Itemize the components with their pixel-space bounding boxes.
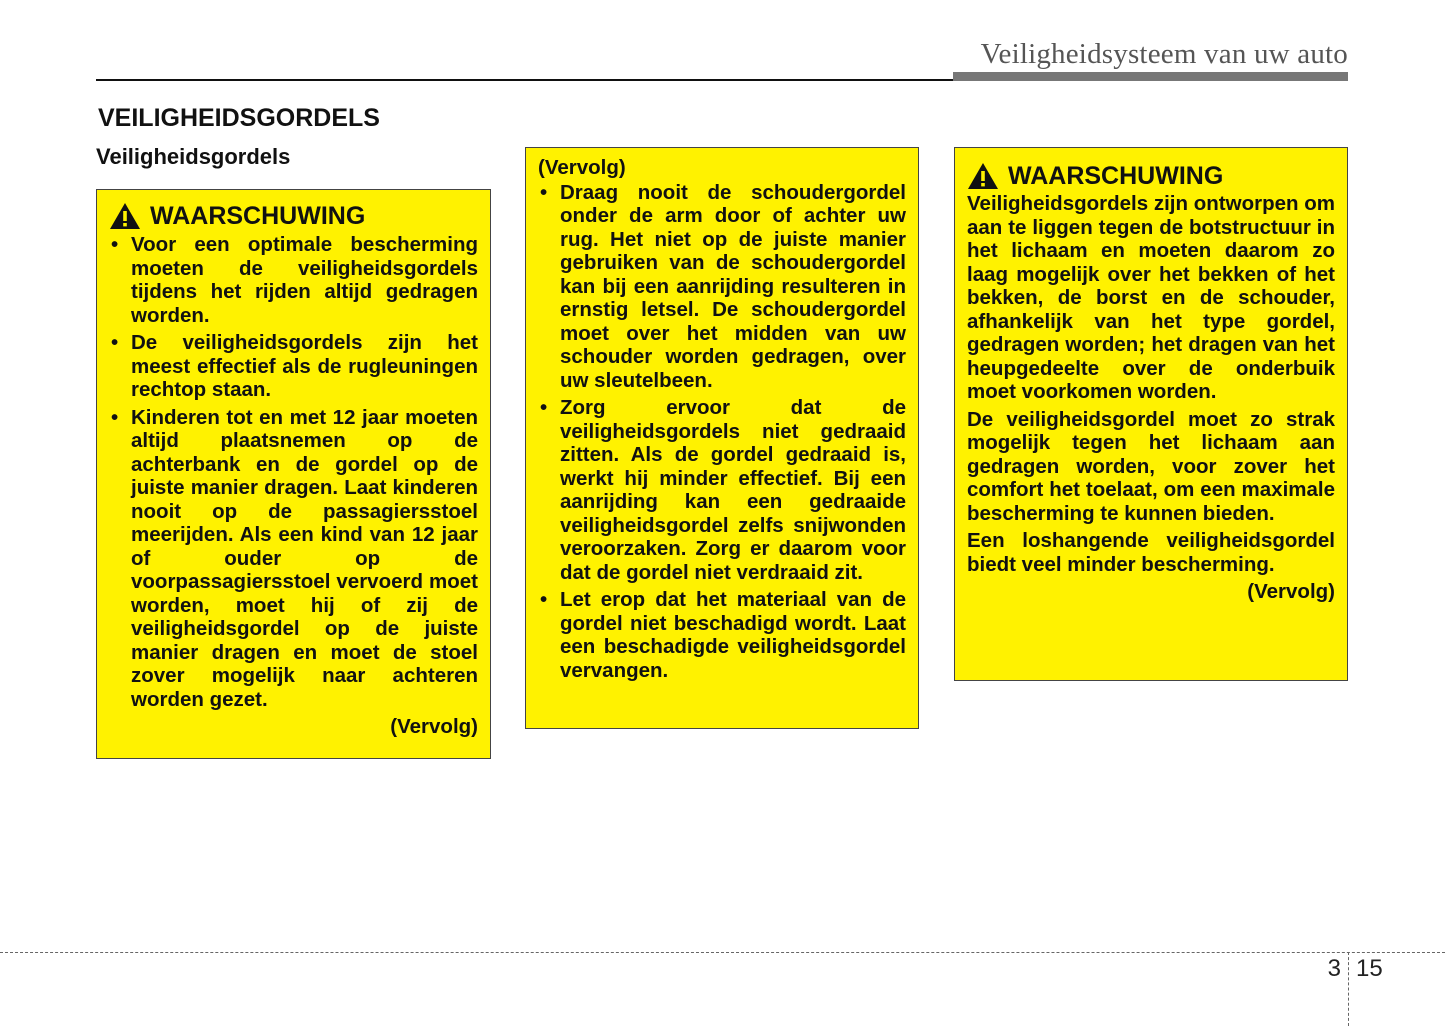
warning-heading bbox=[109, 201, 478, 231]
warning-triangle-icon bbox=[967, 162, 999, 190]
page-number: 15 bbox=[1356, 955, 1383, 982]
continued-top-label: (Vervolg) bbox=[538, 156, 626, 179]
warning-box-left bbox=[96, 189, 491, 759]
warning-heading-text: WAARSCHUWING bbox=[150, 202, 366, 230]
warning-item: • Kinderen tot en met 12 jaar moeten altijd plaatsnemen op de achterbank en de gordel op de juiste manier dragen. Laat kinderen nooit op de passagiersstoel meerijden. Als een kind van 12 jaar of ouder op de voorpassagiersstoel vervoerd moet worden, moet hij of zij de veiligheidsgordel op de juiste manier dragen en moet de stoel zover mogelijk naar achteren worden gezet. bbox=[109, 406, 478, 712]
warning-box-middle bbox=[525, 147, 919, 729]
warning-item: • De veiligheidsgordels zijn het meest effectief als de rugleuningen rechtop staan. bbox=[109, 331, 478, 402]
footer-dashed-rule bbox=[0, 952, 1445, 953]
continued-label: (Vervolg) bbox=[1247, 580, 1335, 603]
warning-list bbox=[109, 233, 478, 711]
warning-paragraph: Veiligheidsgordels zijn ontworpen om aan te liggen tegen de botstructuur in het lichaam en moeten daarom zo laag mogelijk over het bekken of het bekken, de borst en de schouder, afhankelijk van het type gordel, gedragen worden; het dragen van het heupgedeelte over de onderbuik moet voorkomen worden. bbox=[967, 192, 1335, 403]
warning-box-right bbox=[954, 147, 1348, 681]
warning-item: • Voor een optimale bescherming moeten de veiligheidsgordels tijdens het rijden altijd gedragen worden. bbox=[109, 233, 478, 327]
warning-item: • Zorg ervoor dat de veiligheidsgordels niet gedraaid zitten. Als de gordel gedraaid is, werkt hij minder effectief. Bij een aanrijding kan een gedraaide veiligheidsgordel zelfs snijwonden veroorzaken. Zorg er daarom voor dat de gordel niet verdraaid zit. bbox=[538, 396, 906, 584]
section-subtitle: Veiligheidsgordels bbox=[96, 144, 291, 169]
warning-heading bbox=[967, 161, 1335, 191]
warning-item: • Draag nooit de schoudergordel onder de arm door of achter uw rug. Het niet op de juiste manier gebruiken van de schoudergordel kan bij een aanrijding resulteren in ernstig letsel. De schoudergordel moet over het midden van uw schouder worden gedragen, over uw sleutelbeen. bbox=[538, 181, 906, 393]
footer-dashed-divider bbox=[1348, 952, 1349, 1026]
header-accent-bar bbox=[953, 72, 1348, 81]
warning-heading-text: WAARSCHUWING bbox=[1008, 162, 1224, 190]
warning-triangle-icon bbox=[109, 202, 141, 230]
chapter-number: 3 bbox=[1327, 955, 1341, 982]
warning-list bbox=[538, 181, 906, 683]
continued-label: (Vervolg) bbox=[390, 715, 478, 738]
warning-paragraph: Een loshangende veiligheidsgordel biedt veel minder bescherming. bbox=[967, 529, 1335, 576]
warning-item: • Let erop dat het materiaal van de gordel niet beschadigd wordt. Laat een beschadigde veiligheidsgordel vervangen. bbox=[538, 588, 906, 682]
running-header: Veiligheidsysteem van uw auto bbox=[980, 38, 1348, 70]
section-title: VEILIGHEIDSGORDELS bbox=[98, 104, 380, 132]
warning-paragraph: De veiligheidsgordel moet zo strak mogelijk tegen het lichaam aan gedragen worden, voor zover het comfort het toelaat, om een maximale bescherming te kunnen bieden. bbox=[967, 407, 1335, 525]
